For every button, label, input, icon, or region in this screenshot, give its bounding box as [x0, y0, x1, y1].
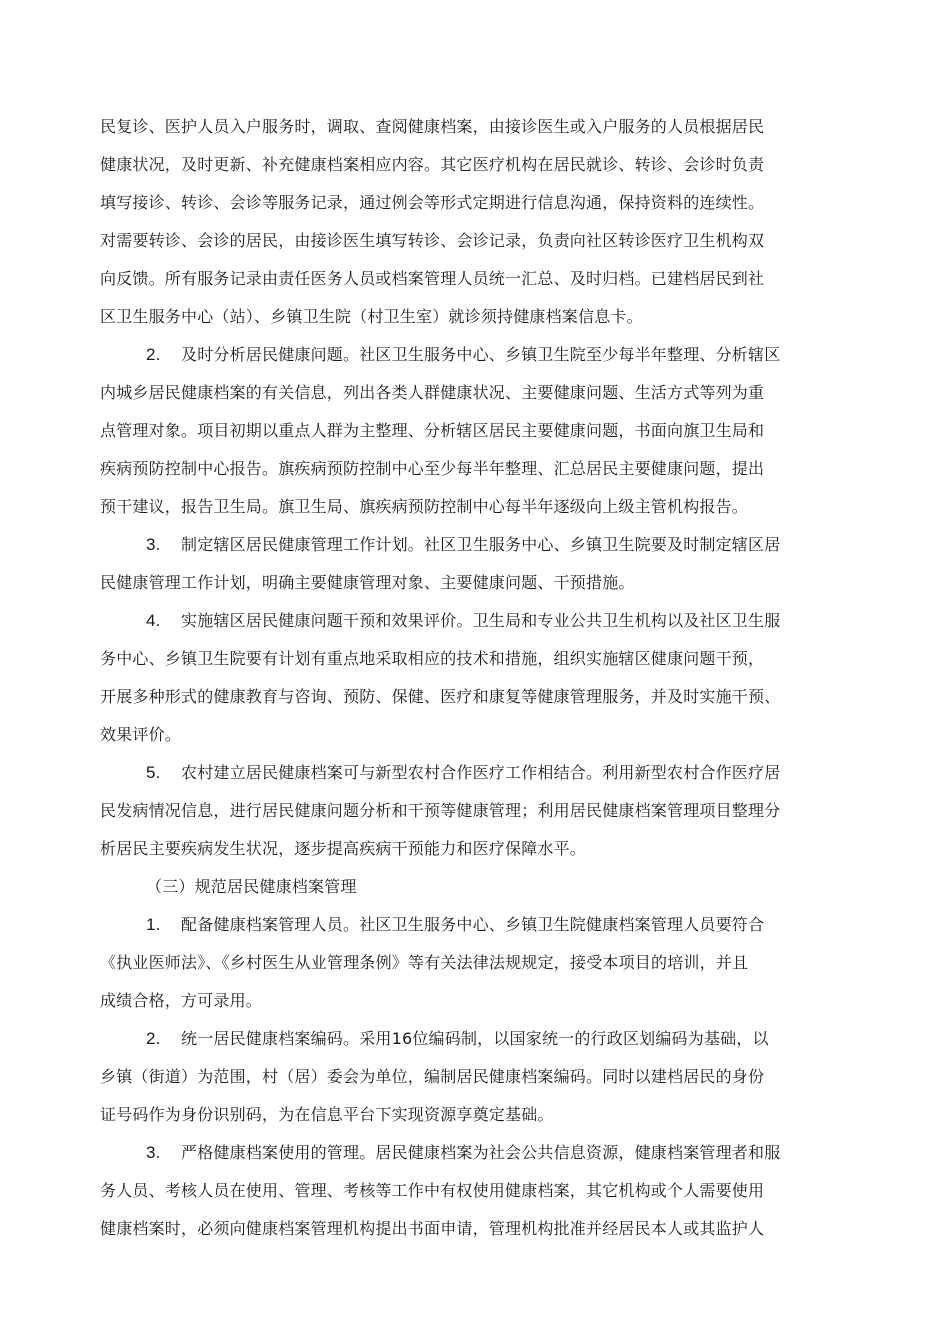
paragraph-2-line-4: 疾病预防控制中心报告。旗疾病预防控制中心至少每半年整理、汇总居民主要健康问题，提出: [100, 459, 765, 478]
paragraph-5-line-2: 民发病情况信息，进行居民健康问题分析和干预等健康管理；利用居民健康档案管理项目整理分: [100, 801, 781, 820]
item-number: 1.: [146, 915, 161, 934]
paragraph-1-line-4: 对需要转诊、会诊的居民，由接诊医生填写转诊、会诊记录，负责向社区转诊医疗卫生机构双: [100, 231, 765, 250]
paragraph-1-line-6: 区卫生服务中心（站）、乡镇卫生院（村卫生室）就诊须持健康档案信息卡。: [100, 307, 643, 326]
section-item-1-line-2: 《执业医师法》、《乡村医生从业管理条例》等有关法律法规规定，接受本项目的培训，并且: [100, 953, 749, 972]
paragraph-1-line-5: 向反馈。所有服务记录由责任医务人员或档案管理人员统一汇总、及时归档。已建档居民到社: [100, 269, 765, 288]
item-number: 4.: [146, 611, 161, 630]
section-item-1-line-1: 配备健康档案管理人员。社区卫生服务中心、乡镇卫生院健康档案管理人员要符合: [181, 915, 765, 934]
item-number: 5.: [146, 763, 161, 782]
paragraph-1-line-2: 健康状况，及时更新、补充健康档案相应内容。其它医疗机构在居民就诊、转诊、会诊时负责: [100, 155, 765, 174]
section-item-3-line-1: 严格健康档案使用的管理。居民健康档案为社会公共信息资源，健康档案管理者和服: [181, 1143, 781, 1162]
item-number: 2.: [146, 1029, 161, 1048]
paragraph-2-line-1: 及时分析居民健康问题。社区卫生服务中心、乡镇卫生院至少每半年整理、分析辖区: [181, 345, 781, 364]
section-item-1-line-3: 成绩合格，方可录用。: [100, 991, 263, 1010]
section-item-2-line-2: 乡镇（街道）为范围，村（居）委会为单位，编制居民健康档案编码。同时以建档居民的身份: [100, 1067, 765, 1086]
section-item-2-line-1: 统一居民健康档案编码。采用16位编码制，以国家统一的行政区划编码为基础，以: [181, 1029, 769, 1048]
item-number: 3.: [146, 1143, 161, 1162]
paragraph-4-line-3: 开展多种形式的健康教育与咨询、预防、保健、医疗和康复等健康管理服务，并及时实施干预、: [100, 687, 781, 706]
section-heading: （三）规范居民健康档案管理: [146, 877, 357, 896]
section-item-3-line-2: 务人员、考核人员在使用、管理、考核等工作中有权使用健康档案，其它机构或个人需要使用: [100, 1181, 765, 1200]
paragraph-3-line-2: 民健康管理工作计划，明确主要健康管理对象、主要健康问题、干预措施。: [100, 573, 635, 592]
paragraph-4-line-2: 务中心、乡镇卫生院要有计划有重点地采取相应的技术和措施，组织实施辖区健康问题干预，: [100, 649, 765, 668]
paragraph-5-line-3: 析居民主要疾病发生状况，逐步提高疾病干预能力和医疗保障水平。: [100, 839, 587, 858]
paragraph-4-line-1: 实施辖区居民健康问题干预和效果评价。卫生局和专业公共卫生机构以及社区卫生服: [181, 611, 781, 630]
paragraph-5-line-1: 农村建立居民健康档案可与新型农村合作医疗工作相结合。利用新型农村合作医疗居: [181, 763, 781, 782]
paragraph-1-line-1: 民复诊、医护人员入户服务时，调取、查阅健康档案，由接诊医生或入户服务的人员根据居民: [100, 117, 765, 136]
section-item-2-line-3: 证号码作为身份识别码，为在信息平台下实现资源享奠定基础。: [100, 1105, 554, 1124]
paragraph-1-line-3: 填写接诊、转诊、会诊等服务记录，通过例会等形式定期进行信息沟通，保持资料的连续性。: [100, 193, 765, 212]
paragraph-4-line-4: 效果评价。: [100, 725, 182, 744]
paragraph-2-line-5: 预干建议，报告卫生局。旗卫生局、旗疾病预防控制中心每半年逐级向上级主管机构报告。: [100, 497, 749, 516]
item-number: 3.: [146, 535, 161, 554]
paragraph-3-line-1: 制定辖区居民健康管理工作计划。社区卫生服务中心、乡镇卫生院要及时制定辖区居: [181, 535, 781, 554]
item-number: 2.: [146, 345, 161, 364]
section-item-3-line-3: 健康档案时，必须向健康档案管理机构提出书面申请，管理机构批准并经居民本人或其监护人: [100, 1219, 765, 1238]
paragraph-2-line-2: 内城乡居民健康档案的有关信息，列出各类人群健康状况、主要健康问题、生活方式等列为重: [100, 383, 765, 402]
paragraph-2-line-3: 点管理对象。项目初期以重点人群为主整理、分析辖区居民主要健康问题，书面向旗卫生局和: [100, 421, 765, 440]
